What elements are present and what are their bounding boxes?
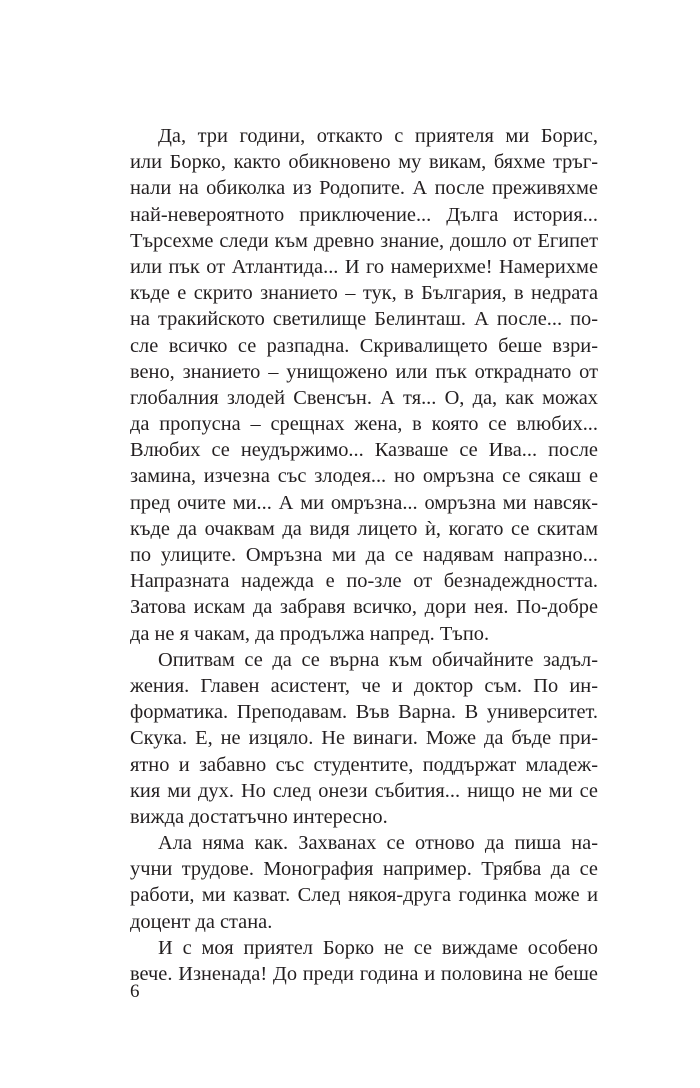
text-line: най-невероятното приключение... Дълга история... xyxy=(130,203,598,226)
text-line: нали на обиколка из Родопите. А после преживяхме xyxy=(130,177,598,200)
page-number: 6 xyxy=(130,981,140,1002)
text-line: по улиците. Омръзна ми да се надявам напразно... xyxy=(130,544,598,566)
text-line: Ала няма как. Захванах се отново да пиша на- xyxy=(158,832,598,855)
text-line: жения. Главен асистент, че и доктор съм. По ин- xyxy=(130,674,598,697)
text-line: вижда достатъчно интересно. xyxy=(130,805,388,828)
text-line: Затова искам да забравя всичко, дори нея. По-добре xyxy=(130,596,598,619)
text-line: на тракийското светилище Белинташ. А после... по- xyxy=(130,308,598,331)
text-line: Опитвам се да се върна към обичайните задъл- xyxy=(158,648,598,671)
text-line: Напразната надежда е по-зле от безнадеждността. xyxy=(130,570,598,593)
text-line: вено, знанието – унищожено или пък откраднато от xyxy=(130,360,598,383)
text-line: Да, три години, откакто с приятеля ми Борис, xyxy=(158,125,598,147)
text-line: пред очите ми... А ми омръзна... омръзна ми навсяк- xyxy=(130,491,598,514)
text-line: глобалния злодей Свенсън. А тя... О, да, как можах xyxy=(130,386,598,409)
text-line: къде да очаквам да видя лицето ѝ, когато се скитам xyxy=(130,517,598,540)
text-line: къде е скрито знанието – тук, в България, в недрата xyxy=(130,282,598,305)
text-line: учни трудове. Монография например. Трябва да се xyxy=(130,858,598,881)
text-line: или Борко, както обикновено му викам, бяхме тръг- xyxy=(130,151,598,174)
text-line: вече. Изненада! До преди година и половина не беше xyxy=(130,963,598,985)
text-line: замина, изчезна със злодея... но омръзна се сякаш е xyxy=(130,465,598,488)
body-text xyxy=(130,123,598,987)
text-line: доцент да стана. xyxy=(130,910,273,933)
text-line: Скука. Е, не изцяло. Не винаги. Може да бъде при- xyxy=(130,727,598,750)
text-line: ятно и забавно със студентите, поддържат младеж- xyxy=(130,753,598,776)
text-line: да не я чакам, да продължа напред. Тъпо. xyxy=(130,622,490,645)
text-line: сле всичко се разпадна. Скривалището беше взри- xyxy=(130,334,598,357)
text-line: кия ми дух. Но след онези събития... нищо не ми се xyxy=(130,779,598,802)
text-line: Влюбих се неудържимо... Казваше се Ива... после xyxy=(130,439,598,462)
text-line: или пък от Атлантида... И го намерихме! Намерихме xyxy=(130,255,598,278)
text-line: работи, ми казват. След някоя-друга годинка може и xyxy=(130,884,598,907)
text-line: Търсехме следи към древно знание, дошло от Египет xyxy=(130,229,598,252)
text-line: да пропусна – срещнах жена, в която се влюбих... xyxy=(130,413,598,436)
text-line: И с моя приятел Борко не се виждаме особено xyxy=(158,936,598,959)
text-line: форматика. Преподавам. Във Варна. В университет. xyxy=(130,701,598,724)
